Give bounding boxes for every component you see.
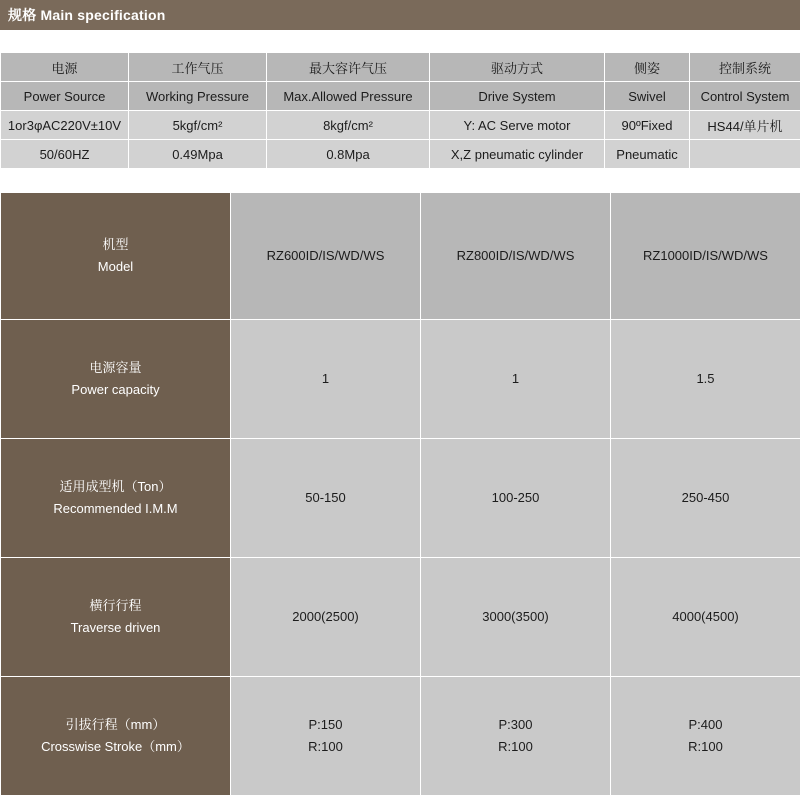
page-title: 规格 Main specification bbox=[8, 7, 166, 23]
row-value: 3000(3500) bbox=[482, 608, 549, 624]
row-value: 1.5 bbox=[696, 370, 715, 386]
model-name: RZ800ID/IS/WD/WS bbox=[421, 193, 611, 320]
spec-header-cn: 控制系统 bbox=[690, 53, 800, 82]
spec-header-cn: 侧姿 bbox=[605, 53, 690, 82]
spec-header-cn: 电源 bbox=[1, 53, 129, 82]
row-value-cell bbox=[231, 320, 421, 439]
model-name: RZ1000ID/IS/WD/WS bbox=[611, 193, 800, 320]
spec-header-cn: 最大容许气压 bbox=[267, 53, 430, 82]
row-label-en: Power capacity bbox=[71, 382, 160, 397]
row-value: R:100 bbox=[498, 739, 533, 754]
table-row bbox=[1, 677, 800, 796]
table-row bbox=[1, 320, 800, 439]
spec-value bbox=[690, 140, 800, 169]
row-label-cell bbox=[1, 320, 231, 439]
table-row bbox=[1, 140, 800, 169]
spec-header-en: Drive System bbox=[430, 82, 605, 111]
spec-header-en: Working Pressure bbox=[129, 82, 267, 111]
row-value-cell bbox=[611, 320, 800, 439]
row-value-cell bbox=[231, 439, 421, 558]
spec-header-cn: 驱动方式 bbox=[430, 53, 605, 82]
spec-header-en: Control System bbox=[690, 82, 800, 111]
row-value-cell bbox=[611, 677, 800, 796]
row-value-cell bbox=[421, 320, 611, 439]
spec-value: 8kgf/cm² bbox=[267, 111, 430, 140]
table-row bbox=[1, 82, 800, 111]
model-name: RZ600ID/IS/WD/WS bbox=[231, 193, 421, 320]
row-value: 4000(4500) bbox=[672, 608, 739, 624]
row-value: R:100 bbox=[308, 739, 343, 754]
row-label-cn: 引拔行程（mm） bbox=[65, 716, 166, 732]
spec-value: 50/60HZ bbox=[1, 140, 129, 169]
spec-value: 1or3φAC220V±10V bbox=[1, 111, 129, 140]
page-header bbox=[0, 0, 800, 30]
spec-value: Pneumatic bbox=[605, 140, 690, 169]
table-row bbox=[1, 439, 800, 558]
row-value: 1 bbox=[511, 370, 520, 386]
main-specification-table bbox=[0, 52, 800, 169]
row-label-en: Recommended I.M.M bbox=[53, 501, 178, 516]
row-value: R:100 bbox=[688, 739, 723, 754]
spec-value: HS44/单片机 bbox=[690, 111, 800, 140]
spec-header-cn: 工作气压 bbox=[129, 53, 267, 82]
row-value-cell bbox=[611, 558, 800, 677]
spec-header-en: Swivel bbox=[605, 82, 690, 111]
row-value: 50-150 bbox=[305, 489, 346, 505]
spec-value: 0.49Mpa bbox=[129, 140, 267, 169]
row-value: 2000(2500) bbox=[292, 608, 359, 624]
row-value-cell bbox=[231, 558, 421, 677]
spec-value: 90ºFixed bbox=[605, 111, 690, 140]
model-label-cn: 机型 bbox=[102, 236, 129, 252]
row-value: 1 bbox=[321, 370, 330, 386]
spec-value: 0.8Mpa bbox=[267, 140, 430, 169]
row-label-en: Crosswise Stroke（mm） bbox=[41, 739, 190, 754]
spec-header-en: Max.Allowed Pressure bbox=[267, 82, 430, 111]
model-label-en: Model bbox=[97, 259, 134, 274]
row-value-cell bbox=[231, 677, 421, 796]
row-value: 250-450 bbox=[681, 489, 730, 505]
table-row bbox=[1, 558, 800, 677]
row-value-cell bbox=[421, 439, 611, 558]
row-label-cn: 电源容量 bbox=[89, 359, 142, 375]
row-label-en: Traverse driven bbox=[70, 620, 161, 635]
spec-value: Y: AC Serve motor bbox=[430, 111, 605, 140]
row-value: P:300 bbox=[498, 716, 533, 732]
spec-value: X,Z pneumatic cylinder bbox=[430, 140, 605, 169]
model-label-cell bbox=[1, 193, 231, 320]
row-value-cell bbox=[421, 558, 611, 677]
row-value: P:400 bbox=[688, 716, 723, 732]
row-value: P:150 bbox=[308, 716, 343, 732]
row-label-cell bbox=[1, 558, 231, 677]
table-row bbox=[1, 193, 800, 320]
row-label-cell bbox=[1, 677, 231, 796]
row-label-cell bbox=[1, 439, 231, 558]
model-comparison-table bbox=[0, 192, 800, 796]
row-value-cell bbox=[611, 439, 800, 558]
table-row bbox=[1, 111, 800, 140]
spec-value: 5kgf/cm² bbox=[129, 111, 267, 140]
table-row bbox=[1, 53, 800, 82]
spec-header-en: Power Source bbox=[1, 82, 129, 111]
row-label-cn: 横行行程 bbox=[89, 597, 142, 613]
row-value-cell bbox=[421, 677, 611, 796]
row-label-cn: 适用成型机（Ton） bbox=[59, 478, 172, 494]
row-value: 100-250 bbox=[491, 489, 540, 505]
